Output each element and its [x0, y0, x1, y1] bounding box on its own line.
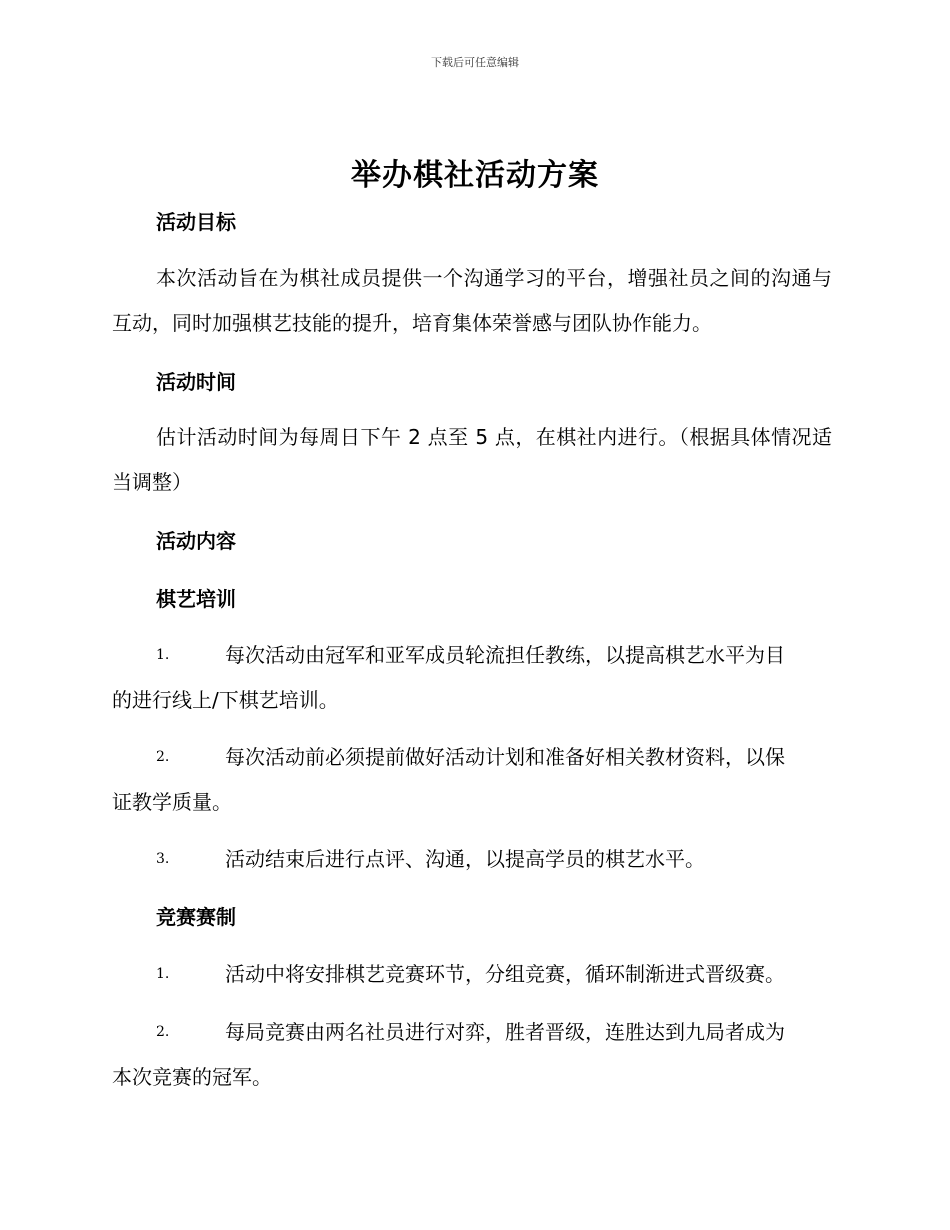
list-item [112, 633, 832, 723]
list-item [112, 735, 832, 825]
list-item-text: 活动中将安排棋艺竞赛环节，分组竞赛，循环制渐进式晋级赛。 [225, 962, 785, 986]
document-title: 举办棋社活动方案 [351, 158, 599, 193]
list-item [112, 837, 832, 882]
paragraph-time: 估计活动时间为每周日下午 2 点至 5 点，在棋社内进行。（根据具体情况适当调整） [112, 425, 832, 494]
section-heading-goal: 活动目标 [156, 210, 236, 234]
list-item-number: 2. [156, 1024, 170, 1040]
list-item-text: 每局竞赛由两名社员进行对弈，胜者晋级，连胜达到九局者成为 [225, 1020, 785, 1044]
list-item-number: 3. [156, 851, 170, 867]
section-heading-training: 棋艺培训 [156, 587, 236, 611]
list-item-text-continued: 本次竞赛的冠军。 [112, 1065, 272, 1089]
section-heading-content: 活动内容 [156, 529, 236, 553]
list-item-text-continued: 证教学质量。 [112, 790, 232, 814]
list-item [112, 952, 832, 997]
list-item-text-continued: 的进行线上/下棋艺培训。 [112, 688, 339, 712]
paragraph-goal: 本次活动旨在为棋社成员提供一个沟通学习的平台，增强社员之间的沟通与互动，同时加强棋艺技能的提升，培育集体荣誉感与团队协作能力。 [112, 266, 832, 335]
list-item-text: 每次活动由冠军和亚军成员轮流担任教练，以提高棋艺水平为目 [225, 643, 785, 667]
list-item-number: 1. [156, 647, 170, 663]
header-note: 下载后可任意编辑 [431, 56, 519, 69]
list-item-number: 2. [156, 749, 170, 765]
list-item [112, 1010, 832, 1100]
list-item-text: 每次活动前必须提前做好活动计划和准备好相关教材资料，以保 [225, 745, 785, 769]
section-heading-time: 活动时间 [156, 370, 236, 394]
section-heading-competition: 竞赛赛制 [156, 905, 236, 929]
list-item-text: 活动结束后进行点评、沟通，以提高学员的棋艺水平。 [225, 847, 705, 871]
list-item-number: 1. [156, 966, 170, 982]
